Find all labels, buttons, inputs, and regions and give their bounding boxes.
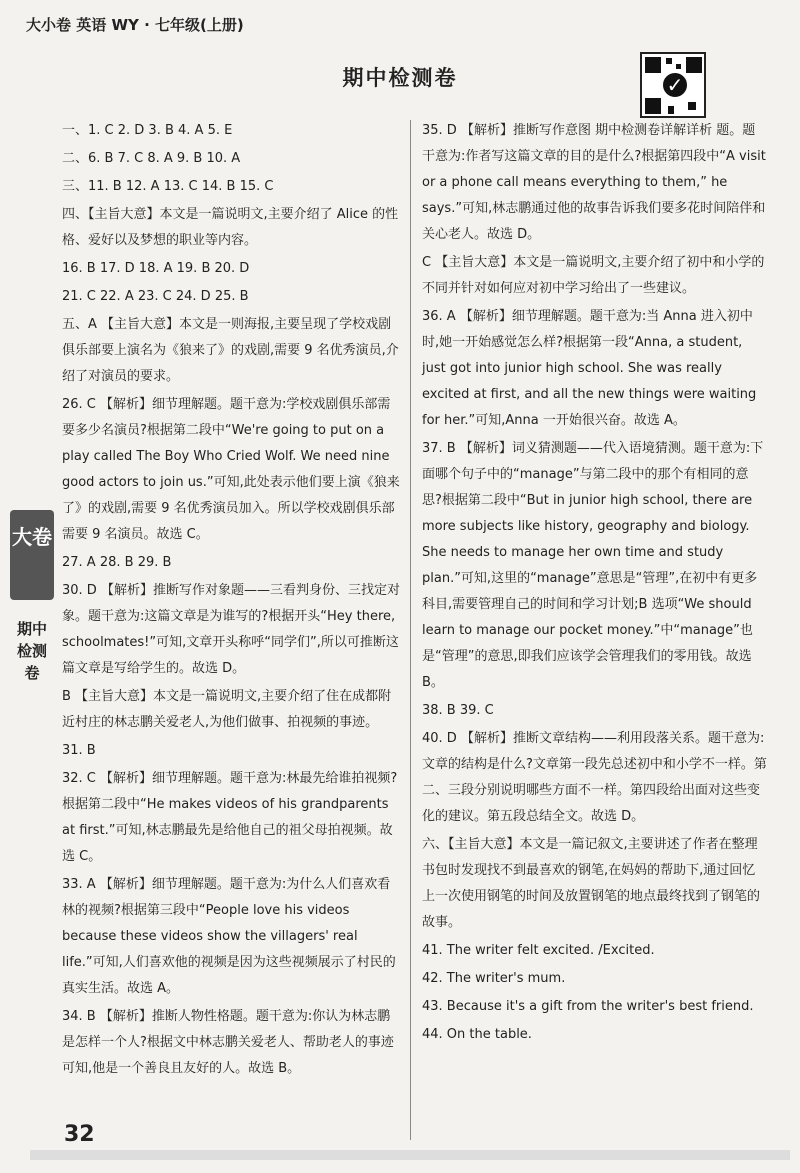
- book-header: 大小卷 英语 WY · 七年级(上册): [26, 16, 244, 34]
- answer-explanation: 33. A 【解析】细节理解题。题干意为:为什么人们喜欢看林的视频?根据第三段中“People love his videos because these videos show the villagers' real life.”可知,人们喜欢他的视频是因为这些视频展示了村民的真实生活。故选 A。: [62, 877, 396, 996]
- answer-line: 一、1. C 2. D 3. B 4. A 5. E: [62, 123, 233, 138]
- check-icon: ✓: [660, 70, 690, 100]
- page-number: 32: [64, 1122, 95, 1147]
- page-bottom-band: [30, 1150, 790, 1160]
- answer-explanation: 35. D 【解析】推断写作意图 期中检测卷详解详析 题。题干意为:作者写这篇文章的目的是什么?根据第四段中“A visit or a phone call means everything to them,” he says.”可知,林志鹏通过他的故事告诉我们要多花时间陪伴和关心老人。故选 D。: [422, 123, 766, 242]
- page-title: 期中检测卷: [342, 66, 458, 90]
- answers-right-column: [422, 118, 767, 1050]
- side-tab: 大卷: [10, 510, 54, 600]
- answer-explanation: 34. B 【解析】推断人物性格题。题干意为:你认为林志鹏是怎样一个人?根据文中林志鹏关爱老人、帮助老人的事迹可知,他是一个善良且友好的人。故选 B。: [62, 1009, 394, 1076]
- column-divider: [410, 120, 411, 1140]
- answer-explanation: 40. D 【解析】推断文章结构——利用段落关系。题干意为:文章的结构是什么?文章第一段先总述初中和小学不一样。第二、三段分别说明哪些方面不一样。第四段给出面对这些变化的建议。第五段总结全文。故选 D。: [422, 731, 767, 824]
- answer-summary: B 【主旨大意】本文是一篇说明文,主要介绍了住在成都附近村庄的林志鹏关爱老人,为他们做事、拍视频的事迹。: [62, 689, 392, 730]
- answer-line: 41. The writer felt excited. /Excited.: [422, 943, 655, 958]
- answer-line: 43. Because it's a gift from the writer's best friend.: [422, 999, 754, 1014]
- answer-line: 二、6. B 7. C 8. A 9. B 10. A: [62, 151, 241, 166]
- answer-summary: C 【主旨大意】本文是一篇说明文,主要介绍了初中和小学的不同并针对如何应对初中学习给出了一些建议。: [422, 255, 765, 296]
- answer-line: 31. B: [62, 743, 96, 758]
- answer-explanation: 26. C 【解析】细节理解题。题干意为:学校戏剧俱乐部需要多少名演员?根据第二段中“We're going to put on a play called The Boy Who Cried Wolf. We need nine good actors to join us.”可知,此处表示他们要上演《狼来了》的戏剧,需要 9 名优秀演员加入。所以学校戏剧俱乐部需要 9 名演员。故选 C。: [62, 397, 400, 542]
- answer-line: 27. A 28. B 29. B: [62, 555, 172, 570]
- answer-line: 21. C 22. A 23. C 24. D 25. B: [62, 289, 249, 304]
- answer-line: 三、11. B 12. A 13. C 14. B 15. C: [62, 179, 274, 194]
- answer-explanation: 37. B 【解析】词义猜测题——代入语境猜测。题干意为:下面哪个句子中的“manage”与第二段中的那个有相同的意思?根据第二段中“But in junior high school, there are more subjects like history, geography and biology. She needs to manage her own time and study plan.”可知,这里的“manage”意思是“管理”,在初中有更多科目,需要管理自己的时间和学习计划;B 选项“We should learn to manage our pocket money.”中“manage”也是“管理”的意思,即我们应该学会管理我们的零用钱。故选 B。: [422, 441, 764, 690]
- answer-line: 42. The writer's mum.: [422, 971, 566, 986]
- answer-line: 44. On the table.: [422, 1027, 532, 1042]
- qr-code-icon: [640, 52, 706, 118]
- side-label: 期中检测卷: [16, 620, 47, 682]
- answer-explanation: 36. A 【解析】细节理解题。题干意为:当 Anna 进入初中时,她一开始感觉怎么样?根据第一段“Anna, a student, just got into junior high school. She was really excited at first, and all the new things were waiting for her.”可知,Anna 一开始很兴奋。故选 A。: [422, 309, 757, 428]
- answer-summary: 五、A 【主旨大意】本文是一则海报,主要呈现了学校戏剧俱乐部要上演名为《狼来了》的戏剧,需要 9 名优秀演员,介绍了对演员的要求。: [62, 317, 399, 384]
- answer-line: 16. B 17. D 18. A 19. B 20. D: [62, 261, 250, 276]
- answer-summary: 六、【主旨大意】本文是一篇记叙文,主要讲述了作者在整理书包时发现找不到最喜欢的钢笔,在妈妈的帮助下,通过回忆上一次使用钢笔的时间及放置钢笔的地点最终找到了钢笔的故事。: [422, 837, 761, 930]
- answer-explanation: 32. C 【解析】细节理解题。题干意为:林最先给谁拍视频?根据第二段中“He makes videos of his grandparents at first.”可知,林志鹏最先是给他自己的祖父母拍视频。故选 C。: [62, 771, 398, 864]
- answer-line: 38. B 39. C: [422, 703, 494, 718]
- answers-left-column: [62, 118, 402, 1084]
- answer-summary: 四、【主旨大意】本文是一篇说明文,主要介绍了 Alice 的性格、爱好以及梦想的职业等内容。: [62, 207, 399, 248]
- answer-explanation: 30. D 【解析】推断写作对象题——三看判身份、三找定对象。题干意为:这篇文章是为谁写的?根据开头“Hey there, schoolmates!”可知,文章开头称呼“同学们”,所以可推断这篇文章是写给学生的。故选 D。: [62, 583, 400, 676]
